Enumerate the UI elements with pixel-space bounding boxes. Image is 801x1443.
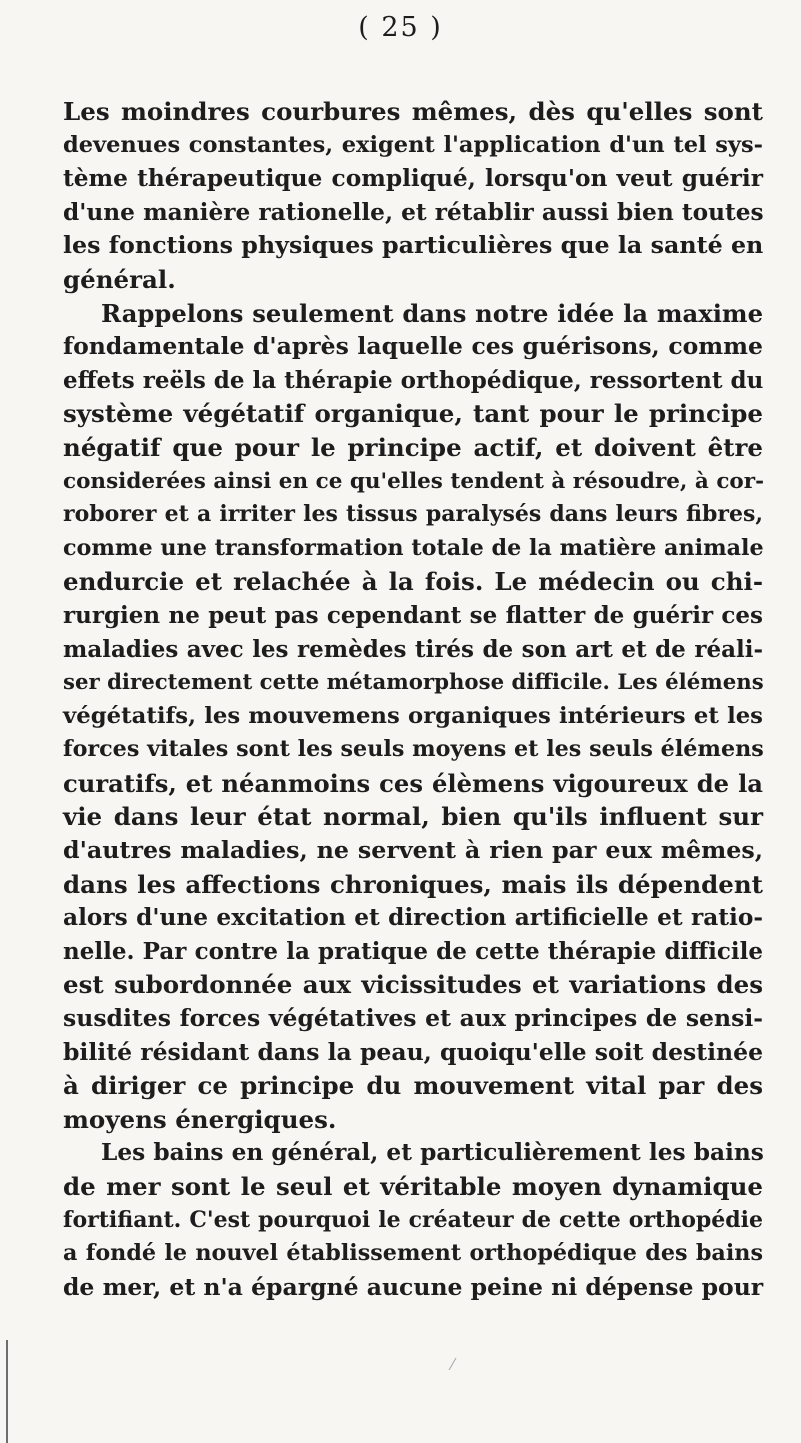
ink-mark [449,1358,465,1370]
text-line: effets reëls de la thérapie orthopédique, ressortent du [63,366,764,394]
text-line: d'une manière rationelle, et rétablir aussi bien toutes [63,198,764,226]
text-line: rurgien ne peut pas cependant se flatter de guérir ces [63,601,763,629]
text-line: susdites forces végétatives et aux principes de sensi- [63,1004,763,1033]
text-line: roborer et a irriter les tissus paralysés dans leurs fibres, [63,501,763,528]
text-line: les fonctions physiques particulières que la santé en [63,231,764,260]
text-line: a fondé le nouvel établissement orthopédique des bains [63,1240,763,1267]
page-number: ( 25 ) [358,12,443,43]
text-line: vie dans leur état normal, bien qu'ils influent sur [63,802,763,832]
text-line: végétatifs, les mouvemens organiques intérieurs et les [63,702,763,729]
text-line: fondamentale d'après laquelle ces guérisons, comme [63,332,763,361]
text-line: de mer sont le seul et véritable moyen dynamique [63,1172,763,1201]
text-line: est subordonnée aux vicissitudes et variations des [63,970,763,1000]
text-line: ser directement cette métamorphose difficile. Les élémens [63,670,764,696]
text-line: Les moindres courbures mêmes, dès qu'elles sont [63,97,763,126]
text-line: d'autres maladies, ne servent à rien par eux mêmes, [63,836,763,865]
text-line: tème thérapeutique compliqué, lorsqu'on veut guérir [63,165,763,193]
page-edge-line [6,1340,8,1443]
text-line: fortifiant. C'est pourquoi le créateur de cette orthopédie [63,1206,763,1233]
text-line: forces vitales sont les seuls moyens et les seuls élémens [63,736,764,763]
body-text [63,95,763,1304]
text-line: dans les affections chroniques, mais ils dépendent [63,869,763,899]
text-line: devenues constantes, exigent l'application d'un tel sys- [63,131,763,158]
text-line: à diriger ce principe du mouvement vital par des [63,1071,763,1101]
text-line: de mer, et n'a épargné aucune peine ni dépense pour [63,1272,764,1301]
text-line: bilité résidant dans la peau, quoiqu'elle soit destinée [63,1037,764,1066]
text-line: comme une transformation totale de la matière animale [63,534,764,561]
text-line: nelle. Par contre la pratique de cette thérapie difficile [63,937,763,965]
text-line: Rappelons seulement dans notre idée la maxime [101,298,763,328]
text-line: considerées ainsi en ce qu'elles tendent à résoudre, à cor- [63,468,764,494]
text-line: système végétatif organique, tant pour le principe [63,399,763,429]
text-line: général. [63,264,176,294]
text-line: alors d'une excitation et direction artificielle et ratio- [63,904,763,932]
text-line: maladies avec les remèdes tirés de son art et de réali- [63,635,763,663]
text-line: curatifs, et néanmoins ces élèmens vigoureux de la [63,768,763,798]
text-line: Les bains en général, et particulièrement les bains [101,1139,764,1167]
text-line: moyens énergiques. [63,1104,337,1134]
text-line: endurcie et relachée à la fois. Le médecin ou chi- [63,567,763,597]
text-line: négatif que pour le principe actif, et doivent être [63,432,763,462]
